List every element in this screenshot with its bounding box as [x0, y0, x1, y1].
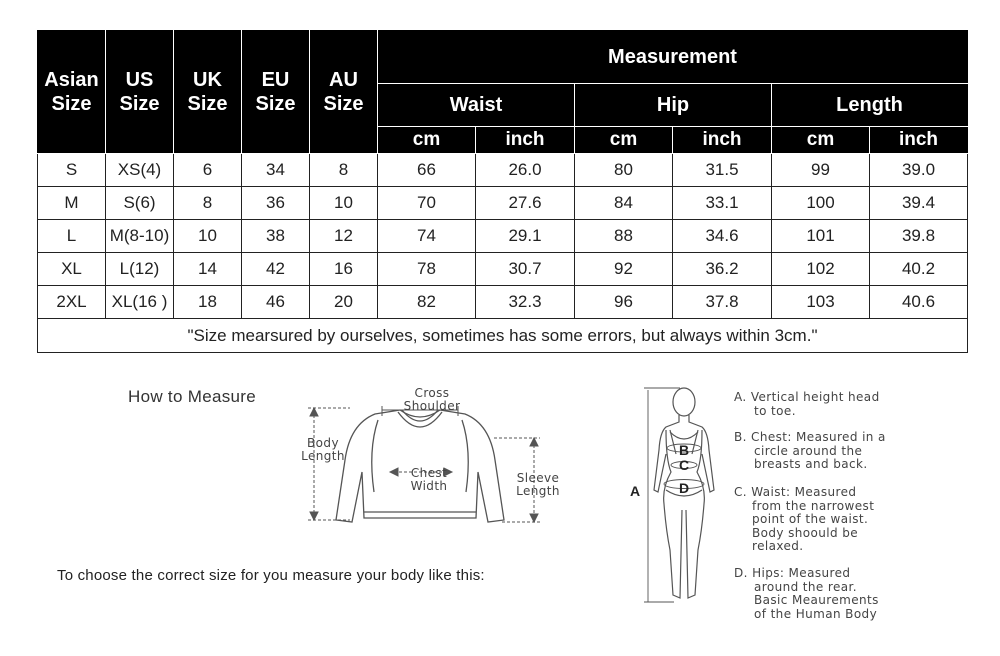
header-eu-size: EU Size	[242, 31, 310, 154]
cell-length-cm: 100	[772, 187, 870, 220]
cell-us-size: L(12)	[106, 253, 174, 286]
cell-waist-cm: 70	[378, 187, 476, 220]
cell-hip-cm: 96	[575, 286, 673, 319]
cell-hip-inch: 37.8	[673, 286, 772, 319]
cell-asian-size: 2XL	[38, 286, 106, 319]
cell-length-inch: 39.0	[870, 154, 968, 187]
how-to-measure-title: How to Measure	[128, 387, 256, 406]
measure-instruction: To choose the correct size for you measure your body like this:	[57, 567, 485, 584]
cell-au-size: 8	[310, 154, 378, 187]
cell-au-size: 20	[310, 286, 378, 319]
cell-length-inch: 40.2	[870, 253, 968, 286]
cell-asian-size: L	[38, 220, 106, 253]
cell-uk-size: 14	[174, 253, 242, 286]
header-asian-size: Asian Size	[38, 31, 106, 154]
label-chest-width: Chest Width	[410, 466, 448, 493]
letter-c: C	[679, 457, 690, 473]
cell-eu-size: 38	[242, 220, 310, 253]
description-a: A. Vertical height head to toe.	[734, 390, 880, 418]
cell-hip-inch: 31.5	[673, 154, 772, 187]
cell-length-cm: 101	[772, 220, 870, 253]
cell-uk-size: 10	[174, 220, 242, 253]
cell-hip-cm: 84	[575, 187, 673, 220]
cell-hip-cm: 88	[575, 220, 673, 253]
cell-au-size: 16	[310, 253, 378, 286]
cell-waist-inch: 30.7	[476, 253, 575, 286]
size-chart-table	[37, 30, 968, 353]
cell-us-size: XL(16 )	[106, 286, 174, 319]
table-row	[38, 286, 968, 319]
cell-au-size: 10	[310, 187, 378, 220]
letter-d: D	[679, 480, 690, 496]
table-row	[38, 187, 968, 220]
description-d: D. Hips: Measured around the rear. Basic Meaurements of the Human Body	[734, 566, 879, 621]
cell-eu-size: 46	[242, 286, 310, 319]
cell-asian-size: XL	[38, 253, 106, 286]
cell-eu-size: 34	[242, 154, 310, 187]
cell-length-inch: 40.6	[870, 286, 968, 319]
description-c: C. Waist: Measured from the narrowest point of the waist. Body shoould be relaxed.	[734, 485, 875, 553]
cell-length-cm: 102	[772, 253, 870, 286]
header-hip-inch: inch	[673, 127, 772, 154]
cell-au-size: 12	[310, 220, 378, 253]
cell-asian-size: M	[38, 187, 106, 220]
header-length: Length	[772, 84, 968, 127]
cell-waist-inch: 27.6	[476, 187, 575, 220]
cell-length-cm: 103	[772, 286, 870, 319]
cell-waist-cm: 66	[378, 154, 476, 187]
cell-waist-inch: 32.3	[476, 286, 575, 319]
label-body-length: Body Length	[301, 436, 345, 463]
measurement-note: "Size mearsured by ourselves, sometimes has some errors, but always within 3cm."	[38, 319, 968, 353]
cell-uk-size: 6	[174, 154, 242, 187]
cell-waist-cm: 74	[378, 220, 476, 253]
cell-length-inch: 39.8	[870, 220, 968, 253]
cell-hip-inch: 33.1	[673, 187, 772, 220]
header-waist-inch: inch	[476, 127, 575, 154]
header-length-inch: inch	[870, 127, 968, 154]
cell-us-size: XS(4)	[106, 154, 174, 187]
header-hip-cm: cm	[575, 127, 673, 154]
human-body-diagram	[640, 380, 730, 612]
cell-waist-cm: 82	[378, 286, 476, 319]
header-hip: Hip	[575, 84, 772, 127]
header-uk-size: UK Size	[174, 31, 242, 154]
cell-hip-cm: 80	[575, 154, 673, 187]
cell-length-inch: 39.4	[870, 187, 968, 220]
label-sleeve-length: Sleeve Length	[516, 471, 560, 498]
cell-eu-size: 42	[242, 253, 310, 286]
letter-a: A	[630, 483, 641, 499]
cell-waist-cm: 78	[378, 253, 476, 286]
header-us-size: US Size	[106, 31, 174, 154]
label-cross-shoulder: Cross Shoulder	[403, 386, 461, 413]
cell-waist-inch: 26.0	[476, 154, 575, 187]
table-row	[38, 154, 968, 187]
cell-eu-size: 36	[242, 187, 310, 220]
cell-length-cm: 99	[772, 154, 870, 187]
figure-head	[673, 388, 695, 416]
cell-hip-cm: 92	[575, 253, 673, 286]
description-b: B. Chest: Measured in a circle around the breasts and back.	[734, 430, 886, 471]
cell-hip-inch: 34.6	[673, 220, 772, 253]
header-waist-cm: cm	[378, 127, 476, 154]
cell-asian-size: S	[38, 154, 106, 187]
table-row	[38, 220, 968, 253]
table-row	[38, 253, 968, 286]
header-waist: Waist	[378, 84, 575, 127]
header-length-cm: cm	[772, 127, 870, 154]
letter-b: B	[679, 442, 690, 458]
header-au-size: AU Size	[310, 31, 378, 154]
header-measurement: Measurement	[378, 31, 968, 84]
cell-us-size: S(6)	[106, 187, 174, 220]
cell-hip-inch: 36.2	[673, 253, 772, 286]
cell-waist-inch: 29.1	[476, 220, 575, 253]
cell-uk-size: 18	[174, 286, 242, 319]
cell-us-size: M(8-10)	[106, 220, 174, 253]
cell-uk-size: 8	[174, 187, 242, 220]
